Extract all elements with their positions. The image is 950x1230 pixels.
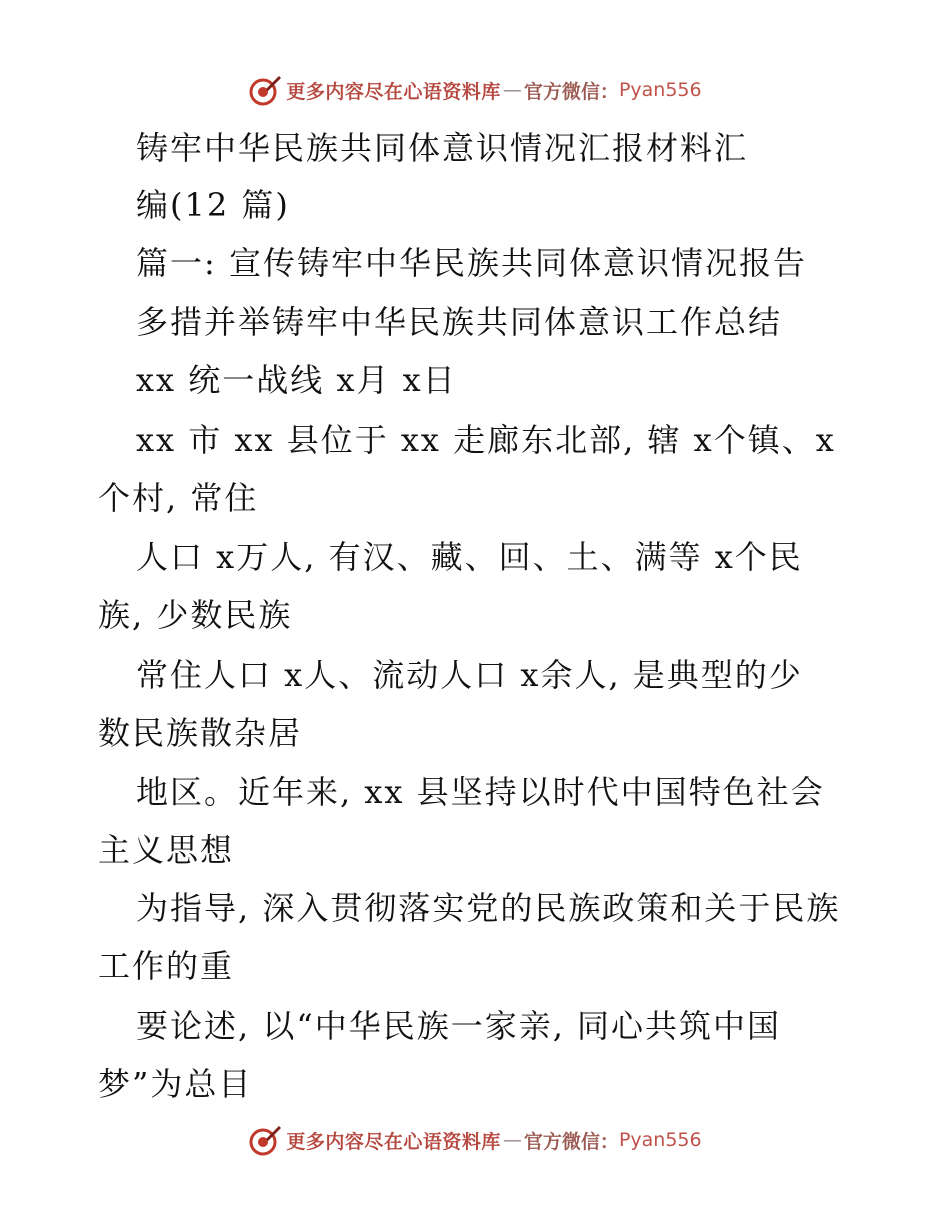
doc-paragraph-line: 主义思想	[98, 831, 235, 869]
watermark-footer	[0, 1120, 950, 1160]
doc-title-line-1: 铸牢中华民族共同体意识情况汇报材料汇	[136, 129, 749, 167]
doc-paragraph-line: 族, 少数民族	[98, 596, 293, 634]
doc-paragraph-line: xx 市 xx 县位于 xx 走廊东北部, 辖 x个镇、x	[136, 421, 836, 459]
watermark-id: Pyan556	[618, 79, 702, 101]
watermark-label: 官方微信：	[523, 80, 619, 103]
watermark-header	[0, 70, 950, 110]
doc-paragraph-line: 个村, 常住	[98, 479, 259, 517]
doc-byline: xx 统一战线 x月 x日	[136, 361, 457, 399]
watermark-text: 更多内容尽在心语资料库	[286, 80, 501, 103]
watermark-label: 官方微信：	[523, 1130, 619, 1153]
doc-paragraph-line: 为指导, 深入贯彻落实党的民族政策和关于民族	[136, 889, 841, 927]
doc-paragraph-line: 常住人口 x人、流动人口 x余人, 是典型的少	[136, 656, 803, 694]
doc-paragraph-line: 梦”为总目	[98, 1065, 253, 1103]
pen-logo-icon	[248, 73, 282, 107]
pen-logo-icon	[248, 1123, 282, 1157]
watermark-text: 更多内容尽在心语资料库	[286, 1130, 501, 1153]
doc-paragraph-line: 工作的重	[98, 947, 235, 985]
doc-heading-chapter-1: 篇一: 宣传铸牢中华民族共同体意识情况报告	[136, 244, 807, 282]
doc-title-line-2: 编(12 篇)	[136, 186, 290, 224]
watermark-id: Pyan556	[618, 1129, 702, 1151]
doc-paragraph-line: 要论述, 以“中华民族一家亲, 同心共筑中国	[136, 1007, 782, 1045]
watermark-dash: —	[502, 1129, 522, 1151]
doc-paragraph-line: 地区。近年来, xx 县坚持以时代中国特色社会	[136, 773, 825, 811]
watermark-dash: —	[502, 79, 522, 101]
doc-paragraph-line: 数民族散杂居	[98, 714, 303, 752]
doc-paragraph-line: 人口 x万人, 有汉、藏、回、土、满等 x个民	[136, 538, 803, 576]
doc-subheading: 多措并举铸牢中华民族共同体意识工作总结	[136, 303, 783, 341]
